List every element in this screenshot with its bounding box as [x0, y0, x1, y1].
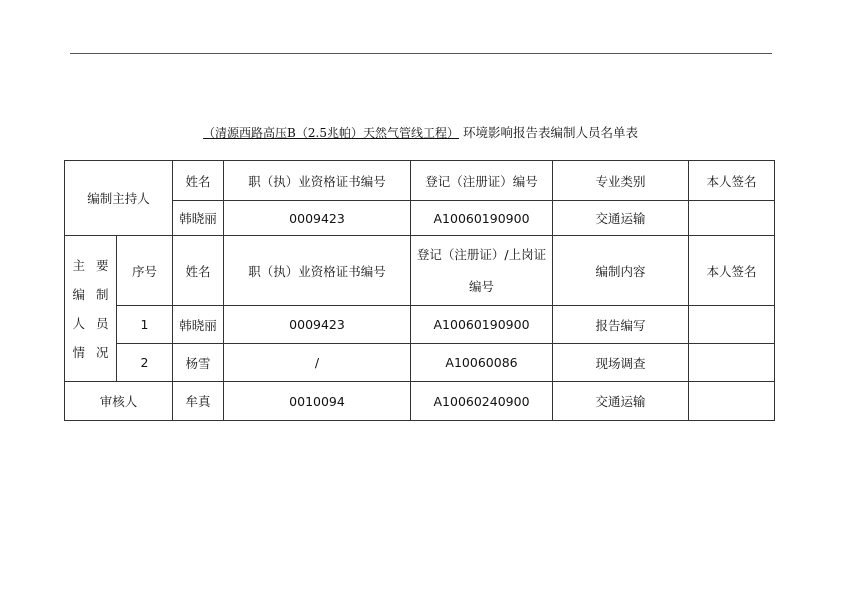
main-row-signature	[689, 306, 775, 344]
main-label	[65, 236, 117, 382]
main-row-cert: 0009423	[224, 306, 411, 344]
main-row-content: 现场调查	[553, 344, 689, 382]
table-row	[65, 306, 775, 344]
main-row-no: 2	[117, 344, 173, 382]
reviewer-row	[65, 382, 775, 421]
header-rule	[70, 53, 772, 54]
main-row-name: 韩晓丽	[173, 306, 224, 344]
main-header-reg: 登记（注册证）/上岗证编号	[411, 236, 553, 306]
main-label-line: 人 员	[72, 315, 109, 331]
main-row-content: 报告编写	[553, 306, 689, 344]
host-reg: A10060190900	[411, 201, 553, 236]
main-header-signature: 本人签名	[689, 236, 775, 306]
main-label-line: 情况	[72, 344, 109, 360]
reviewer-name: 牟真	[173, 382, 224, 421]
reviewer-reg: A10060240900	[411, 382, 553, 421]
host-field: 交通运输	[553, 201, 689, 236]
reviewer-field: 交通运输	[553, 382, 689, 421]
main-row-cert: /	[224, 344, 411, 382]
main-label-line: 编 制	[72, 286, 109, 302]
main-label-line: 主 要	[72, 257, 109, 273]
host-label: 编制主持人	[65, 161, 173, 236]
host-signature	[689, 201, 775, 236]
host-header-name: 姓名	[173, 161, 224, 201]
main-header-cert: 职（执）业资格证书编号	[224, 236, 411, 306]
reviewer-signature	[689, 382, 775, 421]
reviewer-cert: 0010094	[224, 382, 411, 421]
main-row-signature	[689, 344, 775, 382]
main-row-no: 1	[117, 306, 173, 344]
host-header-row	[65, 161, 775, 201]
main-row-reg: A10060086	[411, 344, 553, 382]
host-header-cert: 职（执）业资格证书编号	[224, 161, 411, 201]
main-row-reg: A10060190900	[411, 306, 553, 344]
table-row	[65, 344, 775, 382]
host-name: 韩晓丽	[173, 201, 224, 236]
main-header-content: 编制内容	[553, 236, 689, 306]
host-header-signature: 本人签名	[689, 161, 775, 201]
main-header-row	[65, 236, 775, 306]
main-header-no: 序号	[117, 236, 173, 306]
main-header-name: 姓名	[173, 236, 224, 306]
host-cert: 0009423	[224, 201, 411, 236]
host-header-reg: 登记（注册证）编号	[411, 161, 553, 201]
host-header-field: 专业类别	[553, 161, 689, 201]
main-row-name: 杨雪	[173, 344, 224, 382]
title-rest: 环境影响报告表编制人员名单表	[462, 125, 638, 140]
staff-table	[64, 160, 775, 421]
title-project: （清源西路高压B（2.5兆帕）天然气管线工程）	[203, 126, 459, 140]
document-title	[0, 123, 841, 141]
reviewer-label: 审核人	[65, 382, 173, 421]
